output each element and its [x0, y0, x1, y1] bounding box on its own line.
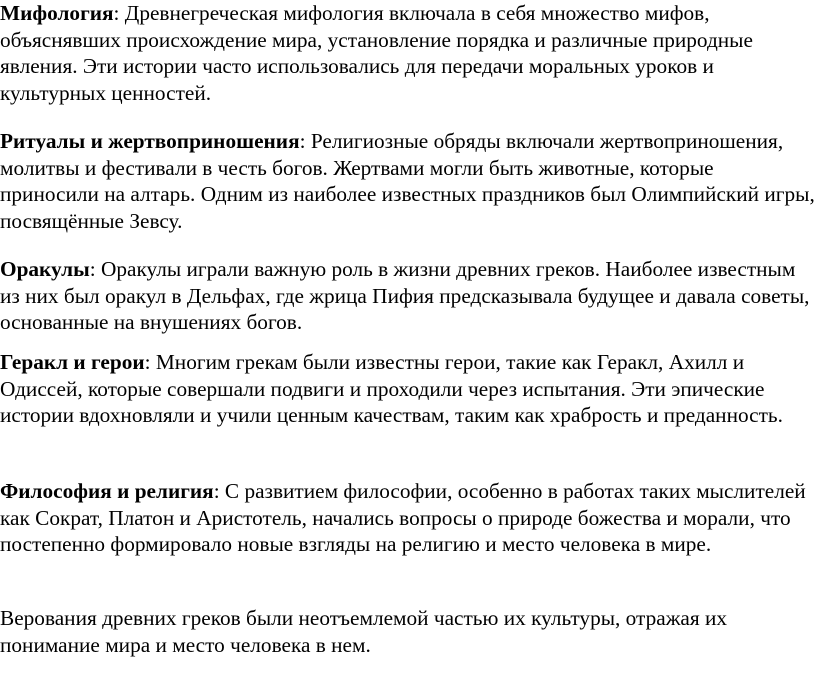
term-oracles: Оракулы [0, 257, 90, 281]
paragraph-text: : Религиозные обряды включали жертвоприношения, молитвы и фестивали в честь богов. Жертвами могли быть животные, которые приносили на алтарь. Одним из наиболее известных праздников был Олимпийский игры, посвящённые Зевсу. [0, 129, 815, 233]
paragraph-rituals [0, 128, 816, 234]
term-philosophy: Философия и религия [0, 479, 214, 503]
paragraph-oracles [0, 256, 816, 336]
paragraph-mythology [0, 0, 816, 106]
paragraph-heroes [0, 349, 816, 429]
paragraph-text: : Оракулы играли важную роль в жизни древних греков. Наиболее известным из них был оракул в Дельфах, где жрица Пифия предсказывала будущее и давала советы, основанные на внушениях богов. [0, 257, 810, 334]
paragraph-text: : Многим грекам были известны герои, такие как Геракл, Ахилл и Одиссей, которые совершали подвиги и проходили через испытания. Эти эпические истории вдохновляли и учили ценным качествам, таким как храбрость и преданность. [0, 350, 783, 427]
term-rituals: Ритуалы и жертвоприношения [0, 129, 300, 153]
paragraph-philosophy [0, 478, 816, 558]
paragraph-text: Верования древних греков были неотъемлемой частью их культуры, отражая их понимание мира и место человека в нем. [0, 606, 728, 657]
term-heroes: Геракл и герои [0, 350, 145, 374]
paragraph-conclusion [0, 605, 816, 658]
paragraph-text: : Древнегреческая мифология включала в себя множество мифов, объяснявших происхождение мира, установление порядка и различные природные явления. Эти истории часто использовались для передачи моральных уроков и культурных ценностей. [0, 1, 753, 105]
term-mythology: Мифология [0, 1, 114, 25]
paragraph-text: : С развитием философии, особенно в работах таких мыслителей как Сократ, Платон и Аристотель, начались вопросы о природе божества и морали, что постепенно формировало новые взгляды на религию и место человека в мире. [0, 479, 806, 556]
